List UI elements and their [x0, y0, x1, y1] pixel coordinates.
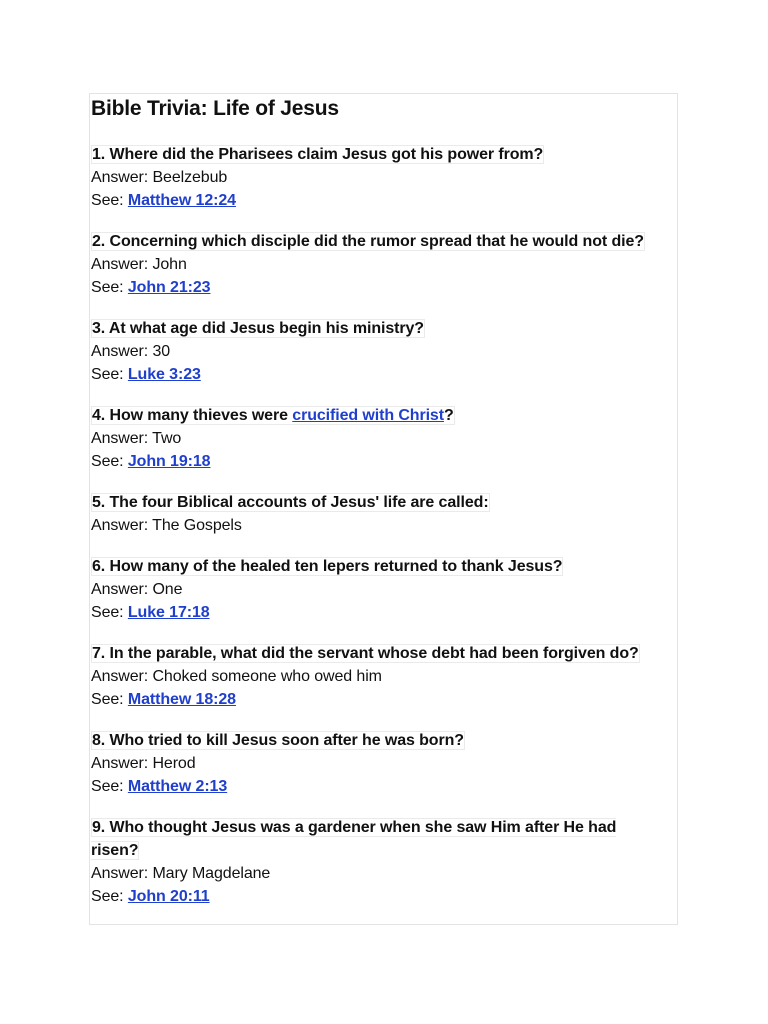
question-text: 2. Concerning which disciple did the rumor spread that he would not die? — [92, 233, 644, 250]
see-label: See: — [91, 453, 128, 470]
answer-label: Answer: — [91, 169, 153, 186]
answer-label: Answer: — [91, 865, 153, 882]
question-text — [91, 406, 455, 425]
question-text-start: 4. How many thieves were — [92, 407, 293, 424]
answer-line — [91, 752, 677, 775]
question-text: 8. Who tried to kill Jesus soon after he was born? — [92, 732, 464, 749]
see-line — [91, 276, 677, 299]
answer-line — [91, 665, 677, 688]
answer-label: Answer: — [91, 430, 153, 447]
question-text: 6. How many of the healed ten lepers returned to thank Jesus? — [92, 558, 563, 575]
answer-text: Two — [152, 430, 182, 447]
page-title: Bible Trivia: Life of Jesus — [91, 97, 339, 120]
trivia-item — [91, 491, 677, 537]
trivia-item — [91, 642, 677, 711]
crucified-with-christ-link[interactable]: crucified with Christ — [292, 407, 444, 424]
scripture-link[interactable]: Matthew 18:28 — [127, 691, 236, 708]
question-text: 7. In the parable, what did the servant whose debt had been forgiven do? — [92, 645, 639, 662]
trivia-item — [91, 230, 677, 299]
see-label: See: — [91, 778, 128, 795]
answer-label: Answer: — [91, 668, 153, 685]
question-text: 9. Who thought Jesus was a gardener when she saw Him after He had risen? — [91, 819, 617, 859]
see-line — [91, 688, 677, 711]
answer-line — [91, 578, 677, 601]
answer-text: Herod — [152, 755, 196, 772]
trivia-item — [91, 729, 677, 798]
see-label: See: — [91, 604, 128, 621]
scripture-link[interactable]: Matthew 12:24 — [127, 192, 236, 209]
see-label: See: — [91, 279, 128, 296]
trivia-item — [91, 317, 677, 386]
trivia-content — [91, 95, 677, 926]
see-line — [91, 450, 677, 473]
answer-text: One — [152, 581, 183, 598]
see-label: See: — [91, 366, 128, 383]
scripture-link[interactable]: John 20:11 — [127, 888, 210, 905]
answer-text: 30 — [152, 343, 171, 360]
question-text-end: ? — [443, 407, 454, 424]
answer-line — [91, 166, 677, 189]
see-line — [91, 885, 677, 908]
scripture-link[interactable]: Luke 17:18 — [127, 604, 210, 621]
see-line — [91, 363, 677, 386]
answer-label: Answer: — [91, 256, 153, 273]
answer-text: Beelzebub — [152, 169, 228, 186]
question-text: 5. The four Biblical accounts of Jesus' life are called: — [92, 494, 489, 511]
answer-label: Answer: — [91, 517, 153, 534]
answer-text: Choked someone who owed him — [152, 668, 382, 685]
see-label: See: — [91, 888, 128, 905]
scripture-link[interactable]: Matthew 2:13 — [127, 778, 228, 795]
answer-text: Mary Magdelane — [152, 865, 271, 882]
question-text: 3. At what age did Jesus begin his ministry? — [92, 320, 424, 337]
answer-label: Answer: — [91, 755, 153, 772]
see-line — [91, 775, 677, 798]
answer-text: John — [152, 256, 187, 273]
trivia-item — [91, 143, 677, 212]
answer-label: Answer: — [91, 581, 153, 598]
scripture-link[interactable]: Luke 3:23 — [127, 366, 201, 383]
see-line — [91, 189, 677, 212]
question-text: 1. Where did the Pharisees claim Jesus got his power from? — [92, 146, 544, 163]
scripture-link[interactable]: John 19:18 — [127, 453, 211, 470]
answer-line — [91, 253, 677, 276]
answer-label: Answer: — [91, 343, 153, 360]
see-label: See: — [91, 691, 128, 708]
answer-line — [91, 514, 677, 537]
answer-text: The Gospels — [152, 517, 242, 534]
trivia-item — [91, 404, 677, 473]
answer-line — [91, 862, 677, 885]
trivia-item — [91, 555, 677, 624]
scripture-link[interactable]: John 21:23 — [127, 279, 211, 296]
trivia-item — [91, 816, 677, 908]
answer-line — [91, 427, 677, 450]
see-label: See: — [91, 192, 128, 209]
answer-line — [91, 340, 677, 363]
see-line — [91, 601, 677, 624]
